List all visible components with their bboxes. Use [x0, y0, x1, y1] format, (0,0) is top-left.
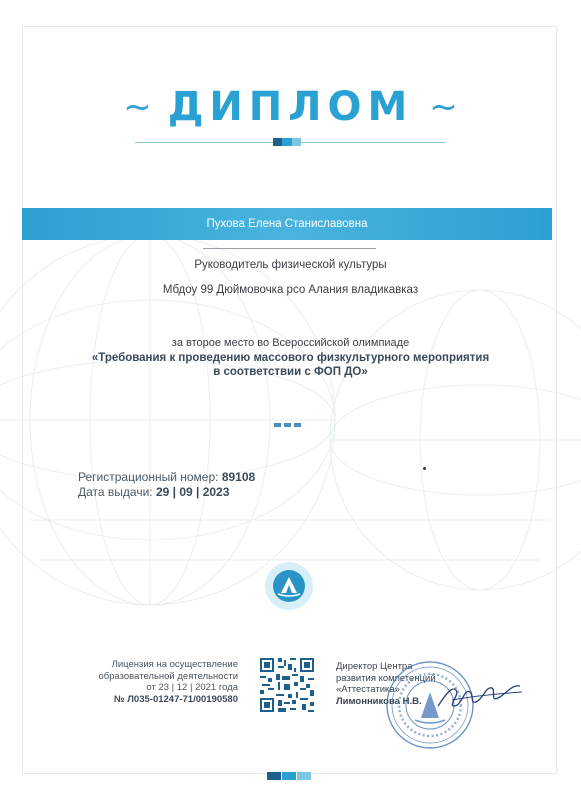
director-signature [434, 676, 526, 716]
director-name: Лимонникова Н.В. [336, 695, 422, 707]
title-mark [273, 138, 301, 146]
recipient-organization: Мбдоу 99 Дюймовочка рсо Алания владикавказ [162, 284, 419, 296]
event-line-2: в соответствии с ФОП ДО» [213, 366, 368, 378]
title-row [0, 82, 581, 132]
registration-block [78, 470, 255, 500]
license-line-2: образовательной деятельности [98, 670, 238, 682]
registration-number: 89108 [221, 470, 256, 484]
award-reason: за второе место во Всероссийской олимпиаде [171, 337, 410, 349]
divider-dots [274, 423, 301, 427]
director-line-3: «Аттестатика» [336, 684, 400, 695]
issue-date-label: Дата выдачи: [78, 485, 153, 499]
license-line-1: Лицензия на осуществление [111, 659, 238, 670]
director-line-1: Директор Центра [336, 661, 413, 672]
name-underline [203, 248, 376, 249]
attestatika-emblem-icon [264, 561, 314, 611]
license-line-3: от 23 | 12 | 2021 года [146, 682, 238, 693]
issue-date: 29 | 09 | 2023 [155, 485, 230, 499]
event-line-1: «Требования к проведению массового физкультурного мероприятия [91, 352, 490, 364]
license-number: № Л035-01247-71/00190580 [114, 693, 238, 705]
ornament-left: ~ [123, 87, 152, 127]
print-speck [423, 467, 426, 470]
diploma-title: ДИПЛОМ [167, 84, 414, 130]
award-event [0, 351, 581, 379]
qr-code-icon [258, 656, 316, 714]
recipient-position: Руководитель физической культуры [194, 259, 387, 271]
recipient-name: Пухова Елена Станиславовна [206, 218, 368, 230]
name-band [22, 208, 552, 240]
ornament-right: ~ [429, 87, 458, 127]
footer-mark [267, 772, 311, 780]
director-line-2: развития компетенций [336, 672, 436, 684]
registration-number-label: Регистрационный номер: [78, 470, 219, 484]
license-block [70, 659, 238, 705]
